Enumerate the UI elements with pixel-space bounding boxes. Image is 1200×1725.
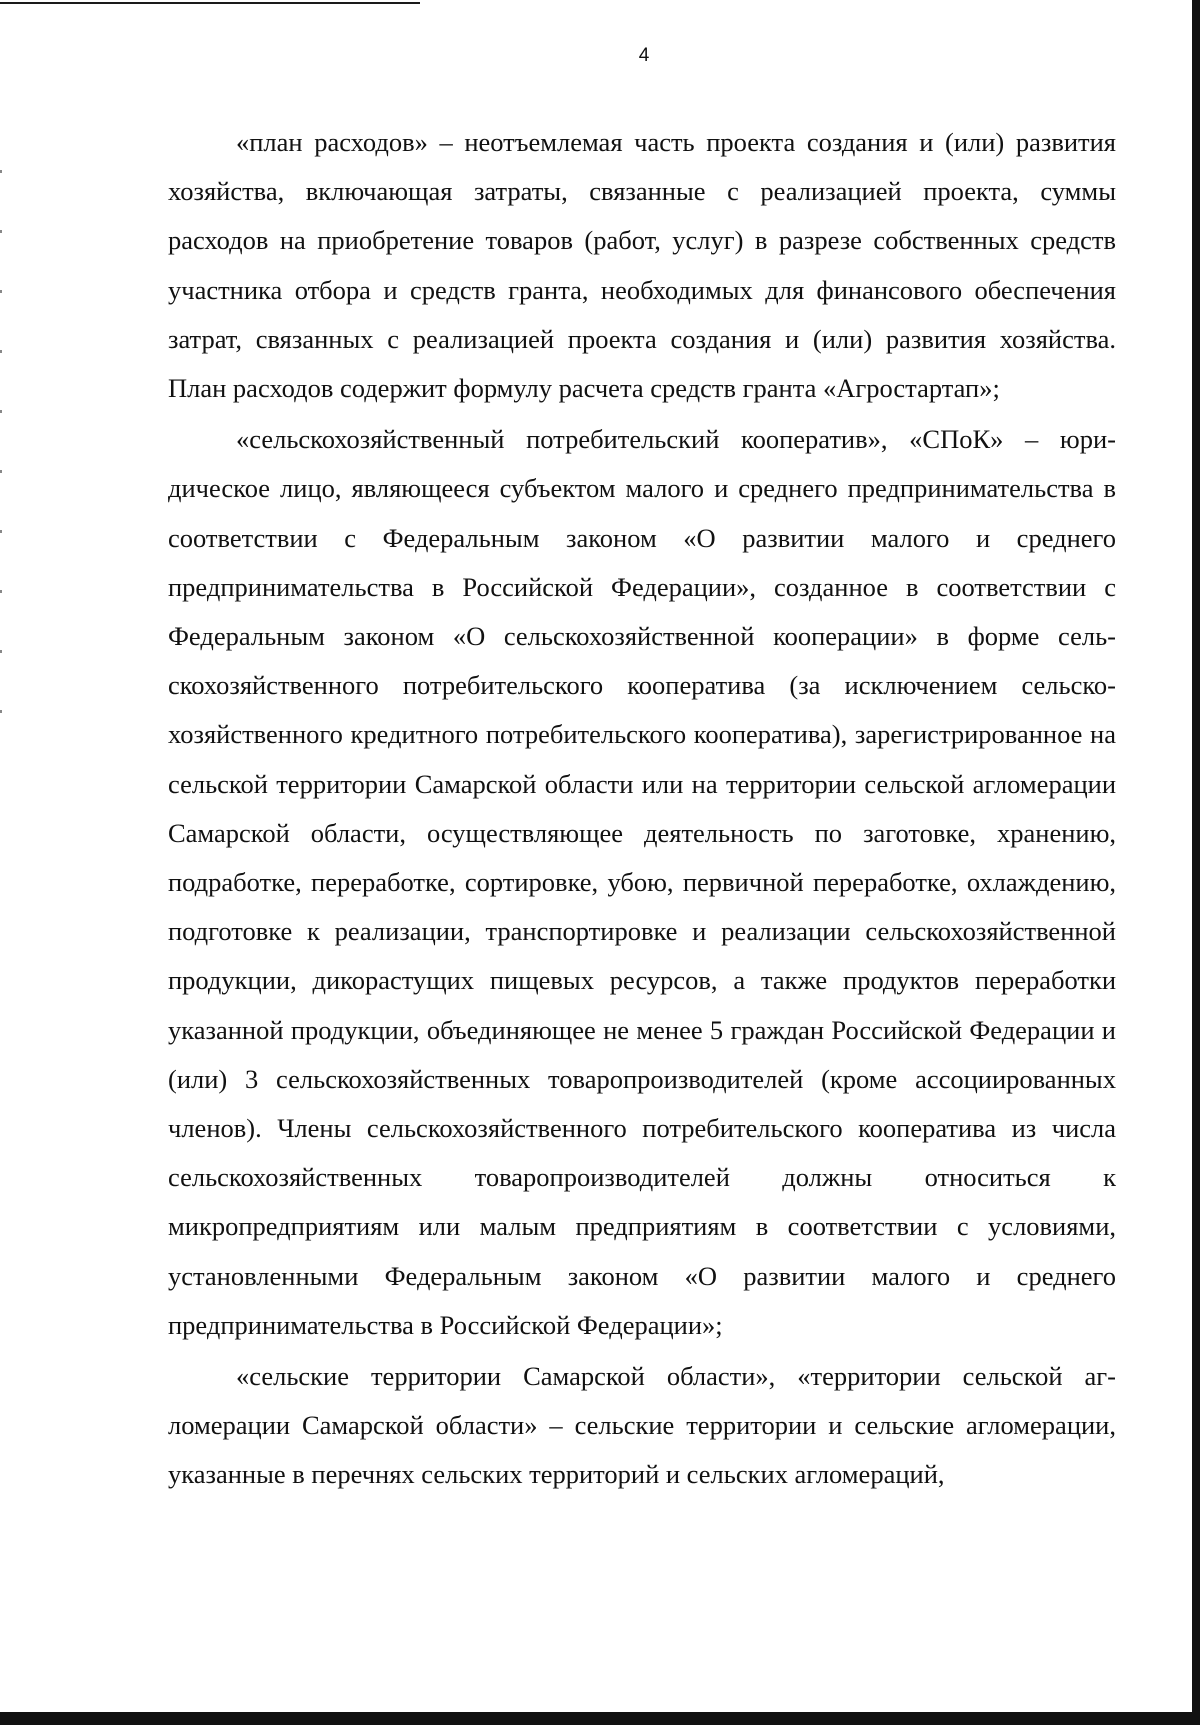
paragraph-expense-plan: «план расходов» – неотъемлемая часть проекта создания и (или) развития хозяйства, включающая затраты, связанные с реализацией проекта, суммы расходов на приобретение товаров (работ, услуг) в разрезе собственных средств участника отбора и средств гранта, необходимых для финансового обеспечения затрат, связанных с реализацией проекта создания и (или) развития хозяйства. План расходов содержит формулу расчета средств гранта «Агростартап»;	[168, 127, 1116, 404]
paragraph-rural-territories: «сельские территории Самарской области», «территории сельской агломерации Самарской области» – сельские территории и сельские агломерации, указанные в перечнях сельских территорий и сельских агломераций,	[168, 1361, 1116, 1490]
document-body	[168, 118, 1116, 1502]
scan-artifact-top-line	[0, 2, 420, 4]
scan-artifact-left-marks	[0, 170, 2, 730]
scan-artifact-bottom-edge	[0, 1712, 1200, 1725]
scan-artifact-right-edge	[1192, 0, 1200, 1725]
paragraph-cooperative-definition: «сельскохозяйственный потребительский кооператив», «СПоК» – юридическое лицо, являющееся субъектом малого и среднего предпринимательства в соответствии с Федеральным законом «О развитии малого и среднего предпринимательства в Российской Федерации», созданное в соответствии с Федеральным законом «О сельскохозяйственной кооперации» в форме сельскохозяйственного потребительского кооператива (за исключением сельскохозяйственного кредитного потребительского кооператива), зарегистрированное на сельской территории Самарской области или на территории сельской агломерации Самарской области, осуществляющее деятельность по заготовке, хранению, подработке, переработке, сортировке, убою, первичной переработке, охлаждению, подготовке к реализации, транспортировке и реализации сельскохозяйственной продукции, дикорастущих пищевых ресурсов, а также продуктов переработки указанной продукции, объединяющее не менее 5 граждан Российской Федерации и (или) 3 сельскохозяйственных товаропроизводителей (кроме ассоциированных членов). Члены сельскохозяйственного потребительского кооператива из числа сельскохозяйственных товаропроизводителей должны относиться к микропредприятиям или малым предприятиям в соответствии с условиями, установленными Федеральным законом «О развитии малого и среднего предпринимательства в Российской Федерации»;	[168, 424, 1116, 1340]
page-number: 4	[638, 45, 650, 66]
